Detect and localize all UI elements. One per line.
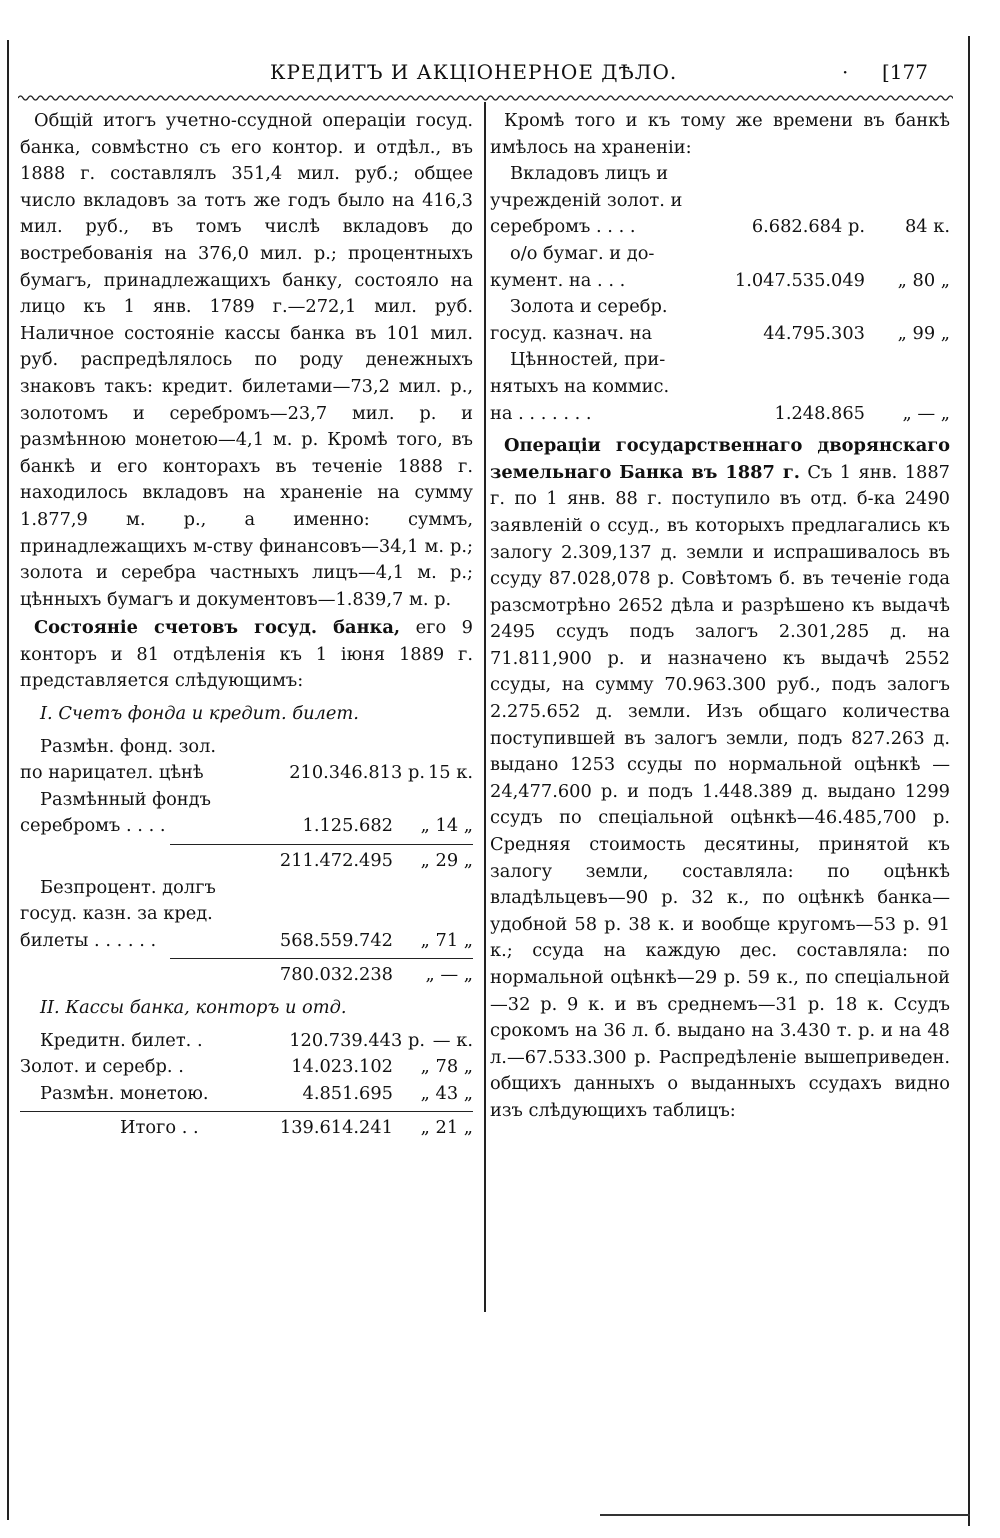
row-label: билеты . . . . . .: [20, 929, 157, 951]
row-label: кумент. на . . .: [490, 269, 626, 291]
total-label: Итого . .: [120, 1117, 199, 1139]
running-header: [20, 60, 955, 90]
column-divider: [484, 102, 486, 1312]
total-value: 139.614.241: [279, 1117, 393, 1139]
row-label: Размѣн. фонд. зол.: [40, 735, 217, 757]
right-paragraph: [490, 433, 950, 1124]
table-row: [490, 241, 950, 268]
table-row: [490, 214, 950, 241]
row-kopecks: „ 78 „: [420, 1056, 473, 1078]
row-label: учрежденій золот. и: [490, 189, 683, 211]
table-row: [20, 928, 473, 955]
row-kopecks: „ 14 „: [420, 815, 473, 837]
subtotal-value: 211.472.495: [279, 850, 393, 872]
table-row: [20, 875, 473, 902]
row-kopecks: 84 к.: [904, 216, 950, 238]
row-value: 568.559.742: [279, 929, 393, 951]
row-value: 14.023.102: [291, 1056, 393, 1078]
right-paragraph-text: Съ 1 янв. 1887 г. по 1 янв. 88 г. поступило въ отд. б-ка 2490 заявленій о ссуд., въ которыхъ предлагались къ залогу 2.309,137 д. земли и испрашивалось въ ссуду 87.028,078 р. Совѣтомъ б. въ теченіе года разсмотрѣно 2652 дѣла и разрѣшено къ выдачѣ 2495 ссудъ подъ залогъ 2.301,285 д. на 71.811,900 р. и назначено къ выдачѣ 2552 ссуды, на сумму 70.963.300 руб., подъ залогъ 2.275.652 д. земли. Изъ общаго количества поступившей въ залогъ земли, подъ 827.263 д. выдано 1253 ссуды по нормальной оцѣнкѣ — 24,477.600 р. и подъ 1.448.389 д. выдано 1299 ссудъ по спеціальной оцѣнкѣ—46.485,700 р. Средняя стоимость десятины, принятой къ залогу земли, составляла: по оцѣнкѣ владѣльцевъ—90 р. 32 к., по оцѣнкѣ банка—удобной 58 р. 38 к. и вообще кругомъ—53 р. 91 к.; ссуда на каждую дес. составляла: по нормальной оцѣнкѣ—29 р. 59 к., по спеціальной—32 р. 9 к. и въ среднемъ—31 р. 18 к. Ссудъ срокомъ на 36 л. б. выдано на 3.430 т. р. и на 48 л.—67.533.300 р. Распредѣленіе вышеприведен. общихъ данныхъ о выданныхъ ссудахъ видно изъ слѣдующихъ таблицъ:: [490, 461, 950, 1121]
row-kopecks: 15 к.: [427, 762, 473, 784]
section-2-title: II. Кассы банка, конторъ и отд.: [40, 997, 347, 1018]
table-row: [20, 901, 473, 928]
table-row: [490, 321, 950, 348]
row-value: 210.346.813 р.: [289, 762, 425, 784]
row-value: 4.851.695: [302, 1082, 393, 1104]
row-label: госуд. казн. за кред.: [20, 903, 213, 925]
custody-table: [490, 161, 950, 427]
table-row: [490, 374, 950, 401]
row-kopecks: „ 99 „: [897, 322, 950, 344]
subtotal-row: [20, 848, 473, 875]
row-label: серебромъ . . . .: [20, 815, 166, 837]
row-label: на . . . . . . .: [490, 402, 592, 424]
table-row: [20, 1081, 473, 1108]
row-label: Вкладовъ лицъ и: [510, 163, 669, 185]
left-paragraph-2-heading: Состояніе счетовъ госуд. банка,: [34, 617, 401, 639]
page-border-bottom: [600, 1514, 970, 1516]
row-kopecks: „ 43 „: [420, 1082, 473, 1104]
header-dot: ·: [842, 60, 849, 84]
page-number: [177: [882, 60, 928, 84]
table-row: [20, 1054, 473, 1081]
row-value: 1.047.535.049: [734, 269, 865, 291]
left-column: [20, 108, 473, 1142]
row-label: Золот. и серебр. .: [20, 1056, 184, 1078]
subtotal-value: 780.032.238: [279, 964, 393, 986]
row-label: Размѣн. монетою.: [40, 1082, 209, 1104]
row-value: 6.682.684 р.: [751, 216, 865, 238]
row-label: Кредитн. билет. .: [40, 1029, 203, 1051]
section-1-title: I. Счетъ фонда и кредит. билет.: [40, 703, 359, 725]
table-row: [20, 813, 473, 840]
table-row: [490, 268, 950, 295]
subtotal-kopecks: „ — „: [425, 964, 473, 986]
subtotal-rule: [170, 958, 473, 959]
page-border-left: [7, 40, 9, 1520]
row-kopecks: „ 80 „: [897, 269, 950, 291]
row-value: 120.739.443 р.: [289, 1029, 425, 1051]
right-intro: Кромѣ того и къ тому же времени въ банкѣ имѣлось на храненіи:: [490, 110, 950, 158]
cash-table: [20, 1028, 473, 1142]
row-label: серебромъ . . . .: [490, 216, 636, 238]
total-rule: [20, 1111, 473, 1112]
row-label: госуд. казнач. на: [490, 322, 653, 344]
table-row: [20, 1028, 473, 1055]
fund-table: [20, 734, 473, 989]
left-paragraph-1: Общій итогъ учетно-ссудной операціи госуд. банка, совмѣстно съ его контор. и отдѣл., въ 1888 г. составлялъ 351,4 мил. руб.; общее число вкладовъ за тотъ же годъ было на 416,3 мил. руб., въ томъ числѣ вкладовъ до востребованія на 376,0 мил. р.; процентныхъ бумагъ, принадлежащихъ банку, состояло на лицо къ 1 янв. 1789 г.—272,1 мил. руб. Наличное состояніе кассы банка въ 101 мил. руб. распредѣлялось по роду денежныхъ знаковъ такъ: кредит. билетами—73,2 мил. р., золотомъ и серебромъ—23,7 мил. р. и размѣнною монетою—4,1 м. р. Кромѣ того, въ банкѣ и его конторахъ въ теченіе 1888 г. находилось вкладовъ на храненіе на сумму 1.877,9 м. р., а именно: суммъ, принадлежащихъ м-ству финансовъ—34,1 м. р.; золота и серебра частныхъ лицъ—4,1 м. р.; цѣнныхъ бумагъ и документовъ—1.839,7 м. р.: [20, 110, 473, 610]
table-row: [20, 760, 473, 787]
row-label: Размѣнный фондъ: [40, 788, 211, 810]
right-column: [490, 108, 950, 1125]
row-label: Золота и серебр.: [510, 296, 668, 318]
table-row: [20, 734, 473, 761]
subtotal-kopecks: „ 29 „: [420, 850, 473, 872]
row-kopecks: „ 71 „: [420, 929, 473, 951]
row-label: нятыхъ на коммис.: [490, 375, 670, 397]
row-label: о/о бумаг. и до-: [510, 242, 655, 264]
left-paragraph-2: [20, 615, 473, 695]
row-value: 1.248.865: [774, 402, 865, 424]
table-row: [490, 188, 950, 215]
row-kopecks: „ — „: [902, 402, 950, 424]
subtotal-rule: [170, 844, 473, 845]
table-row: [490, 161, 950, 188]
table-row: [20, 787, 473, 814]
subtotal-row: [20, 962, 473, 989]
right-paragraph-heading: Операціи государственнаго дворянскаго земельнаго Банка въ 1887 г.: [490, 435, 950, 483]
left-paragraph-2-text: его 9 конторъ и 81 отдѣленія къ 1 іюня 1889 г. представляется слѣдующимъ:: [20, 617, 473, 692]
row-value: 44.795.303: [763, 322, 865, 344]
row-label: Цѣнностей, при-: [510, 349, 666, 371]
row-value: 1.125.682: [302, 815, 393, 837]
total-kopecks: „ 21 „: [420, 1117, 473, 1139]
header-title: КРЕДИТЪ И АКЦІОНЕРНОЕ ДѢЛО.: [270, 60, 678, 84]
row-label: Безпроцент. долгъ: [40, 876, 216, 898]
table-row: [490, 347, 950, 374]
table-row: [490, 401, 950, 428]
row-kopecks: — к.: [432, 1029, 473, 1051]
row-label: по нарицател. цѣнѣ: [20, 762, 204, 784]
total-row: [20, 1115, 473, 1142]
table-row: [490, 294, 950, 321]
page-border-right: [968, 36, 970, 1526]
